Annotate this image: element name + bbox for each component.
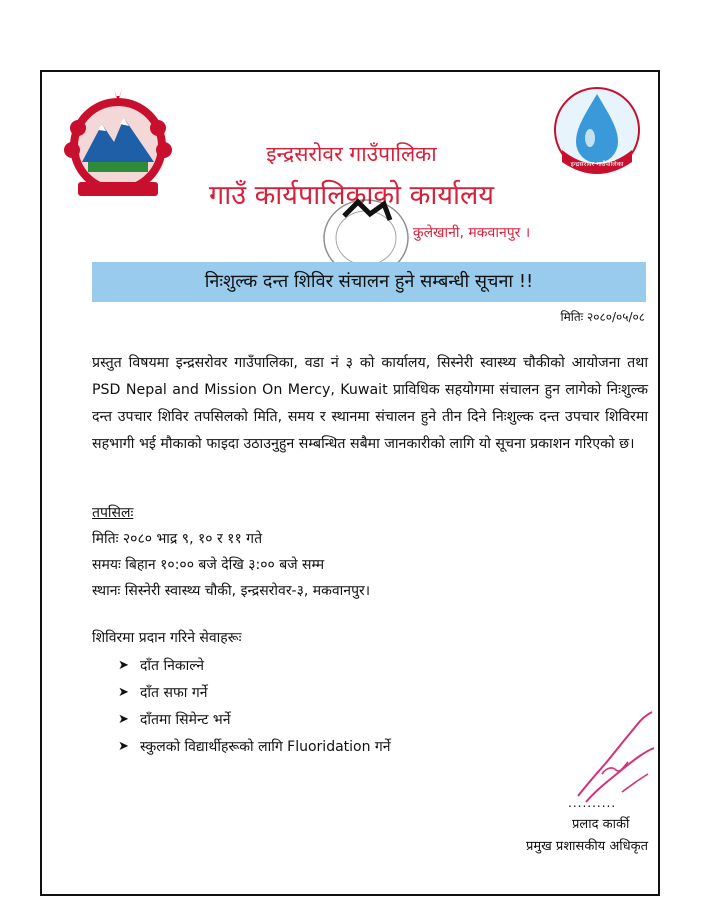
water-drop-icon (548, 80, 646, 190)
service-label: दाँतमा सिमेन्ट भर्ने (140, 712, 231, 728)
details-time: समयः बिहान १०:०० बजे देखि ३:०० बजे सम्म (92, 557, 325, 573)
office-name: गाउँ कार्यपालिकाको कार्यालय (209, 180, 494, 211)
list-item (118, 733, 391, 760)
notice-body: प्रस्तुत विषयमा इन्द्रसरोवर गाउँपालिका, वडा नं ३ को कार्यालय, सिस्नेरी स्वास्थ्य चौकीको आयोजना तथा PSD Nepal and Mission On Mercy, Kuwait प्राविधिक सहयोगमा संचालन हुन लागेको निःशुल्क दन्त उपचार शिविर तपसिलको मिति, समय र स्थानमा संचालन हुने तीन दिने निःशुल्क दन्त उपचार शिविरमा सहभागी भई मौकाको फाइदा उठाउनुहुन सम्बन्धित सबैमा जानकारीको लागि यो सूचना प्रकाशन गरिएको छ। (92, 355, 648, 452)
list-item (118, 706, 391, 733)
details-heading: तपसिलः (92, 505, 134, 521)
notice-title-banner (92, 262, 646, 302)
logo-caption: इन्द्रसरोवर गाउँपालिका (570, 160, 624, 168)
arrow-bullet-icon: ➤ (118, 739, 129, 754)
service-label: स्कुलको विद्यार्थीहरूको लागि Fluoridation गर्ने (140, 739, 391, 755)
details-section (92, 503, 612, 607)
services-heading: शिविरमा प्रदान गरिने सेवाहरूः (92, 630, 242, 646)
signature-dots: .......... (568, 796, 617, 810)
list-item (118, 679, 391, 706)
municipality-name: इन्द्रसरोवर गाउँपालिका (266, 142, 437, 166)
office-address: कुलेखानी, मकवानपुर । (412, 225, 531, 241)
notice-date: मितिः २०८०/०५/०८ (560, 310, 645, 324)
arrow-bullet-icon: ➤ (118, 658, 129, 673)
arrow-bullet-icon: ➤ (118, 685, 129, 700)
list-item (118, 652, 391, 679)
services-list (118, 652, 391, 760)
signatory-title: प्रमुख प्रशासकीय अधिकृत (526, 839, 649, 854)
signature-icon (572, 708, 662, 810)
details-place: स्थानः सिस्नेरी स्वास्थ्य चौकी, इन्द्रसरोवर-३, मकवानपुर। (92, 583, 371, 599)
details-date: मितिः २०८० भाद्र ९, १० र ११ गते (92, 531, 263, 547)
service-label: दाँत निकाल्ने (140, 658, 205, 674)
service-label: दाँत सफा गर्ने (140, 685, 208, 701)
municipality-logo (548, 80, 646, 190)
notice-title: निःशुल्क दन्त शिविर संचालन हुने सम्बन्धी सूचना !! (204, 271, 534, 292)
signatory-name: प्रलाद कार्की (572, 817, 630, 832)
arrow-bullet-icon: ➤ (118, 712, 129, 727)
